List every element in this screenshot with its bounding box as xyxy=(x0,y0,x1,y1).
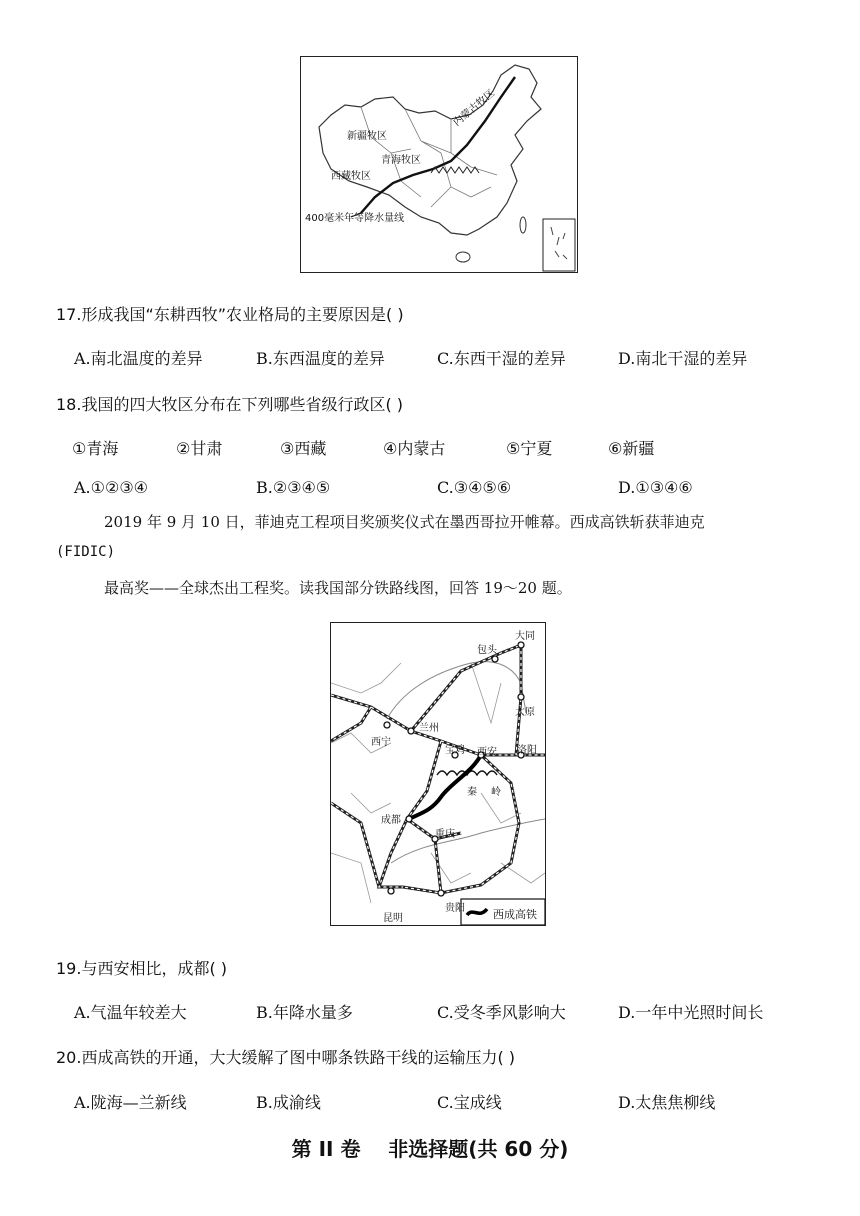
question-18-stem: 18.我国的四大牧区分布在下列哪些省级行政区( ) xyxy=(56,395,404,414)
q18-option-b[interactable]: B.②③④⑤ xyxy=(256,478,331,497)
qinling-label-2: 岭 xyxy=(491,787,501,798)
qinling-label-1: 秦 xyxy=(467,787,477,798)
label-qinghai-pasture: 青海牧区 xyxy=(381,155,421,166)
china-outline-drawing xyxy=(301,57,577,272)
city-chengdu: 成都 xyxy=(381,815,401,826)
q20-option-b[interactable]: B.成渝线 xyxy=(256,1093,321,1112)
label-xizang-pasture: 西藏牧区 xyxy=(331,171,371,182)
q20-option-c[interactable]: C.宝成线 xyxy=(437,1093,502,1112)
q18-option-c[interactable]: C.③④⑤⑥ xyxy=(437,478,512,497)
city-baoji: 宝鸡 xyxy=(445,745,465,756)
legend-xicheng-hsr: 西成高铁 xyxy=(493,908,537,921)
passage-line-2: (FIDIC) xyxy=(56,544,116,560)
railway-lines-drawing xyxy=(331,623,545,925)
q19-option-a[interactable]: A.气温年较差大 xyxy=(74,1003,187,1022)
q20-option-a[interactable]: A.陇海—兰新线 xyxy=(74,1093,187,1112)
q19-option-c[interactable]: C.受冬季风影响大 xyxy=(437,1003,566,1022)
q18-item-4: ④内蒙古 xyxy=(383,439,446,458)
city-datong: 大同 xyxy=(515,631,535,642)
pastoral-regions-map xyxy=(300,56,578,273)
label-xinjiang-pasture: 新疆牧区 xyxy=(347,131,387,142)
city-lanzhou: 兰州 xyxy=(419,723,439,734)
q17-option-a[interactable]: A.南北温度的差异 xyxy=(74,349,203,368)
q18-option-d[interactable]: D.①③④⑥ xyxy=(618,478,693,497)
city-chongqing: 重庆 xyxy=(435,829,455,840)
q18-item-5: ⑤宁夏 xyxy=(506,439,553,458)
railway-map xyxy=(330,622,546,926)
passage-line-1: 2019 年 9 月 10 日，菲迪克工程项目奖颁奖仪式在墨西哥拉开帷幕。西成高铁斩获菲迪克 xyxy=(104,513,705,531)
city-kunming: 昆明 xyxy=(383,913,403,924)
question-20-stem: 20.西成高铁的开通，大大缓解了图中哪条铁路干线的运输压力( ) xyxy=(56,1048,516,1067)
q18-item-6: ⑥新疆 xyxy=(608,439,655,458)
label-neimenggu-pasture: 内蒙古牧区 xyxy=(451,87,497,129)
passage-line-3: 最高奖——全球杰出工程奖。读我国部分铁路线图，回答 19～20 题。 xyxy=(104,579,572,597)
question-19-stem: 19.与西安相比，成都( ) xyxy=(56,959,228,978)
label-400mm-isohyet: 400毫米年等降水量线 xyxy=(305,213,405,224)
city-guiyang: 贵阳 xyxy=(445,903,465,914)
q18-item-2: ②甘肃 xyxy=(176,439,223,458)
q18-item-1: ①青海 xyxy=(72,439,119,458)
q17-option-d[interactable]: D.南北干湿的差异 xyxy=(618,349,748,368)
question-17-stem: 17.形成我国“东耕西牧”农业格局的主要原因是( ) xyxy=(56,305,404,324)
q20-option-d[interactable]: D.太焦焦柳线 xyxy=(618,1093,716,1112)
city-xining: 西宁 xyxy=(371,737,391,748)
q17-option-b[interactable]: B.东西温度的差异 xyxy=(256,349,385,368)
city-taiyuan: 太原 xyxy=(515,707,535,718)
q18-item-3: ③西藏 xyxy=(280,439,327,458)
q18-option-a[interactable]: A.①②③④ xyxy=(74,478,149,497)
section-2-title: 第 II 卷 非选择题(共 60 分) xyxy=(291,1137,569,1161)
city-luoyang: 洛阳 xyxy=(517,745,537,756)
q19-option-d[interactable]: D.一年中光照时间长 xyxy=(618,1003,764,1022)
city-xian: 西安 xyxy=(477,747,497,758)
q19-option-b[interactable]: B.年降水量多 xyxy=(256,1003,353,1022)
q17-option-c[interactable]: C.东西干湿的差异 xyxy=(437,349,566,368)
city-baotou: 包头 xyxy=(477,645,497,656)
